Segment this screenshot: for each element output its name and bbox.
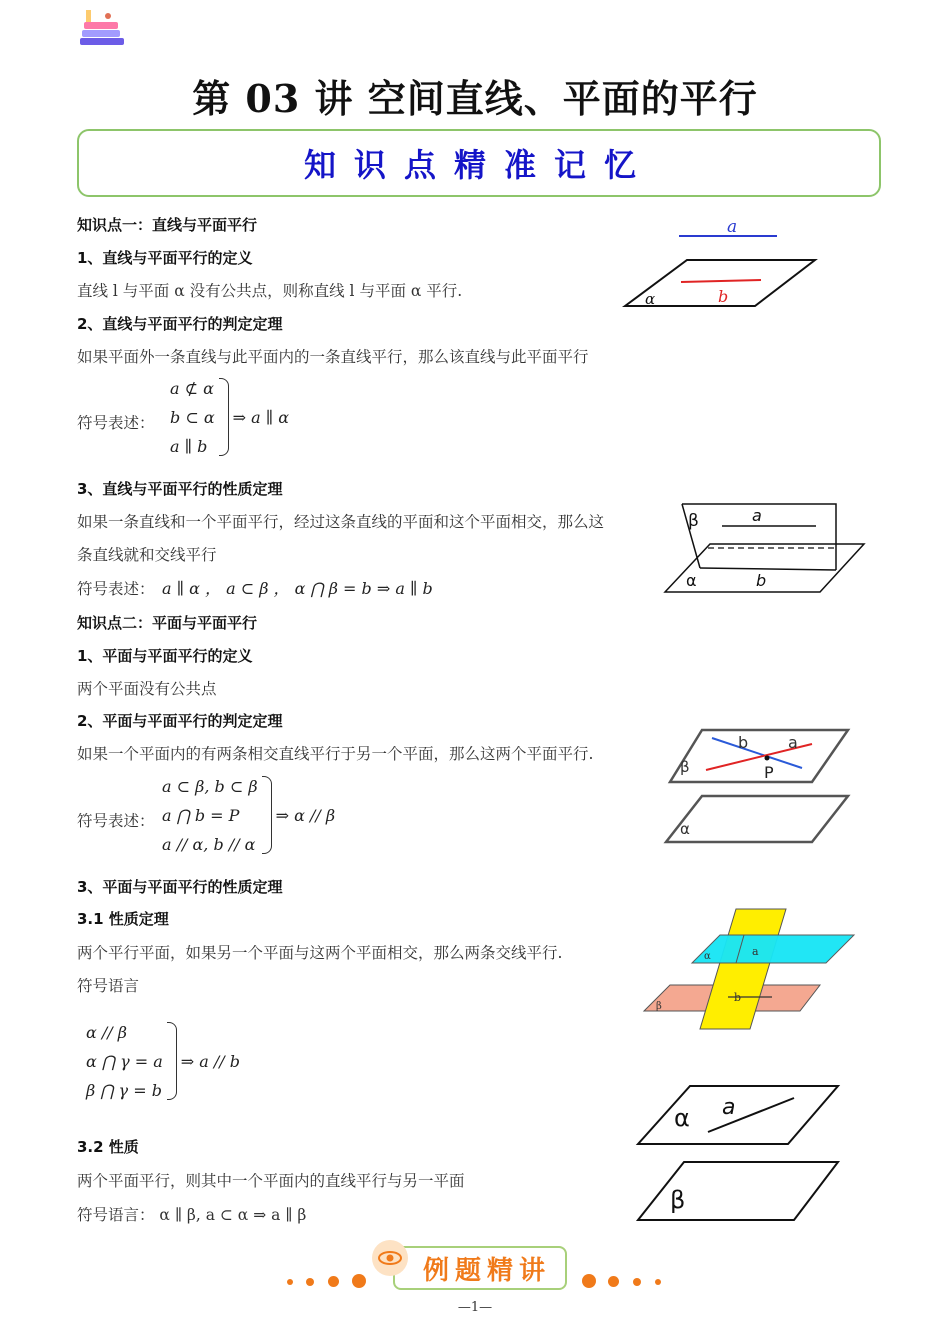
kp2-s2-label: 符号表述：	[77, 812, 155, 830]
kp2-s2-text: 如果一个平面内的有两条相交直线平行于另一个平面，那么这两个平面平行.	[77, 745, 594, 763]
eye-icon	[372, 1240, 408, 1276]
system-result: ⇒ a ∥ α	[232, 407, 290, 427]
example-banner	[393, 1246, 567, 1290]
decor-dot	[352, 1274, 366, 1288]
decor-dot	[633, 1278, 641, 1286]
system-line: a ⋂ b = P	[162, 805, 240, 825]
label-p: P	[764, 763, 774, 782]
decor-dot	[655, 1279, 661, 1285]
decor-dot	[328, 1276, 339, 1287]
kp1-s2-text: 如果平面外一条直线与此平面内的一条直线平行，那么该直线与此平面平行	[77, 348, 589, 366]
label-a: a	[727, 217, 738, 237]
kp1-s3-text1: 如果一条直线和一个平面平行，经过这条直线的平面和这个平面相交，那么这	[77, 513, 605, 531]
kp1-s3-formula: a ∥ α ， a ⊂ β ， α ⋂ β = b ⇒ a ∥ b	[162, 579, 433, 598]
system-line: α ⋂ γ = a	[86, 1051, 163, 1071]
label-a: a	[752, 506, 762, 525]
label-alpha: α	[674, 1104, 690, 1132]
label-beta: β	[680, 758, 690, 776]
section-banner-text: 知识点精准记忆	[303, 146, 654, 184]
right-brace	[167, 1022, 177, 1100]
section-banner	[77, 129, 881, 197]
decor-dot	[306, 1278, 314, 1286]
kp1-s3-title: 3、直线与平面平行的性质定理	[77, 480, 283, 498]
page-number: —1—	[457, 1300, 493, 1315]
label-b: b	[718, 287, 729, 306]
system-result: ⇒ α // β	[275, 805, 336, 825]
kp2-s1-title: 1、平面与平面平行的定义	[77, 647, 253, 665]
system-line: β ⋂ γ = b	[86, 1080, 162, 1100]
kp1-s2-title: 2、直线与平面平行的判定定理	[77, 315, 283, 333]
label-b: b	[734, 991, 742, 1004]
system-line: a // α, b // α	[162, 834, 256, 854]
kp2-s2-system	[162, 776, 335, 854]
kp1-s2-system	[170, 378, 289, 456]
figure-plane-plane-judgement	[662, 724, 854, 854]
decor-dot	[287, 1279, 293, 1285]
kp2-s32-text: 两个平面平行，则其中一个平面内的直线平行与另一平面	[77, 1172, 465, 1190]
example-banner-text: 例题精讲	[422, 1255, 551, 1286]
decor-dot	[582, 1274, 596, 1288]
right-brace	[219, 378, 229, 456]
label-b: b	[756, 571, 767, 590]
label-alpha: α	[645, 290, 656, 308]
system-line: a ⊂ β, b ⊂ β	[162, 776, 258, 796]
kp2-s32-formula: 符号语言： α ∥ β, a ⊂ α ⇒ a ∥ β	[77, 1206, 307, 1224]
system-line: b ⊂ α	[170, 407, 215, 427]
kp2-s3-title: 3、平面与平面平行的性质定理	[77, 878, 283, 896]
kp2-s31-title: 3.1 性质定理	[77, 910, 169, 928]
label-alpha: α	[686, 571, 697, 590]
system-line: α // β	[86, 1022, 128, 1042]
kp1-s3-label: 符号表述：	[77, 580, 155, 598]
decor-dot	[608, 1276, 619, 1287]
label-alpha: α	[680, 820, 690, 838]
right-brace	[262, 776, 272, 854]
kp2-title: 知识点二：平面与平面平行	[77, 614, 258, 632]
figure-plane-property	[632, 1080, 844, 1230]
label-beta: β	[656, 1001, 662, 1012]
kp2-s2-title: 2、平面与平面平行的判定定理	[77, 712, 283, 730]
system-line: a ⊄ α	[170, 378, 214, 398]
label-a: a	[752, 945, 759, 958]
logo-books-icon	[78, 8, 128, 50]
kp2-s1-text: 两个平面没有公共点	[77, 680, 217, 698]
label-alpha: α	[704, 951, 711, 962]
label-a: a	[788, 733, 798, 752]
kp2-s31-label: 符号语言	[77, 977, 140, 995]
kp2-s32-title: 3.2 性质	[77, 1138, 139, 1156]
kp2-s31-text: 两个平行平面，如果另一个平面与这两个平面相交，那么两条交线平行.	[77, 944, 563, 962]
figure-line-plane-property	[660, 498, 870, 602]
kp1-s1-text: 直线 l 与平面 α 没有公共点，则称直线 l 与平面 α 平行.	[77, 282, 463, 300]
kp1-s1-title: 1、直线与平面平行的定义	[77, 249, 253, 267]
kp1-title: 知识点一：直线与平面平行	[77, 216, 258, 234]
label-beta: β	[670, 1186, 686, 1214]
system-result: ⇒ a // b	[180, 1051, 241, 1071]
page-title: 第 03 讲 空间直线、平面的平行	[192, 76, 758, 121]
label-beta: β	[688, 511, 699, 531]
kp2-s31-system	[86, 1022, 240, 1100]
figure-line-plane-parallel	[615, 210, 825, 319]
kp1-s2-label: 符号表述：	[77, 414, 155, 432]
system-line: a ∥ b	[170, 436, 208, 456]
label-a: a	[722, 1095, 736, 1120]
figure-three-planes	[640, 905, 860, 1037]
kp1-s3-text2: 条直线就和交线平行	[77, 546, 217, 564]
label-b: b	[738, 733, 749, 752]
